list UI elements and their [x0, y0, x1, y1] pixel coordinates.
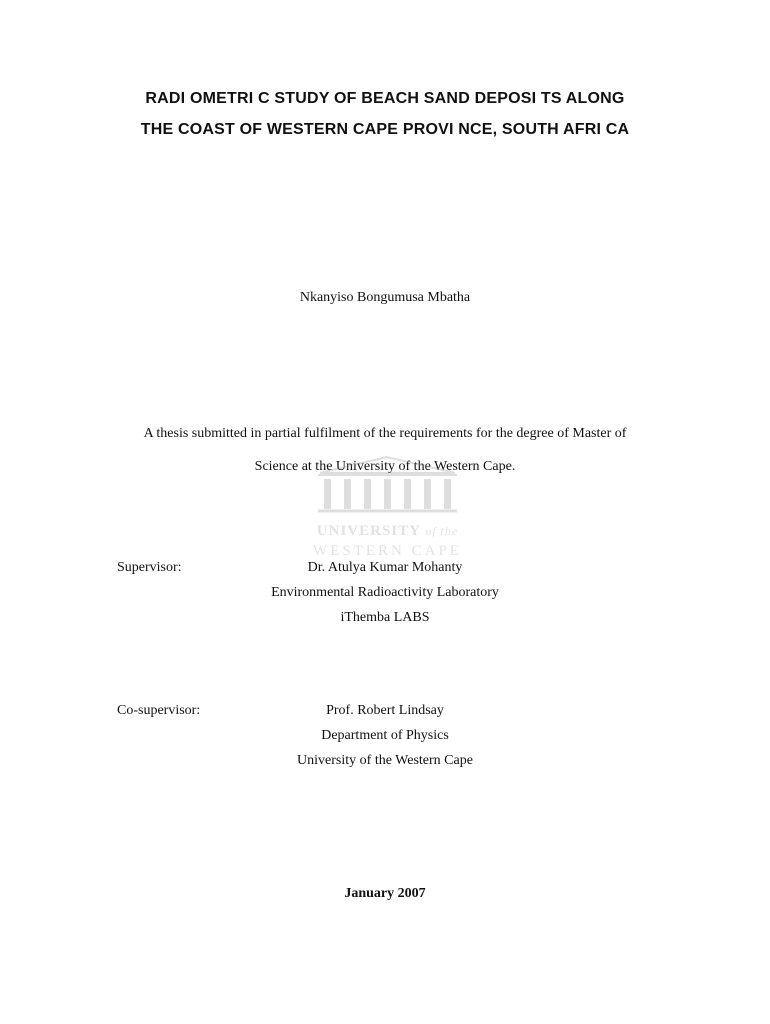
university-watermark	[300, 455, 475, 565]
thesis-statement-line-1: A thesis submitted in partial fulfilment of the requirements for the degree of Master of	[143, 426, 627, 441]
supervisor-name: Dr. Atulya Kumar Mohanty	[307, 560, 463, 575]
cosupervisor-name: Prof. Robert Lindsay	[326, 703, 444, 718]
cosupervisor-label: Co-supervisor:	[117, 703, 201, 718]
supervisor-department: Environmental Radioactivity Laboratory	[271, 585, 499, 600]
university-building-icon	[300, 455, 475, 517]
thesis-title-line-2: THE COAST OF WESTERN CAPE PROVI NCE, SOUTH AFRI CA	[140, 121, 630, 138]
supervisor-organization: iThemba LABS	[340, 610, 430, 625]
submission-date: January 2007	[344, 886, 426, 901]
thesis-title-line-1: RADI OMETRI C STUDY OF BEACH SAND DEPOSI TS ALONG	[145, 90, 625, 107]
supervisor-label: Supervisor:	[117, 560, 182, 575]
thesis-statement-line-2: Science at the University of the Western Cape.	[254, 459, 516, 474]
watermark-of-the: of the	[425, 524, 459, 538]
cosupervisor-organization: University of the Western Cape	[297, 753, 473, 768]
cosupervisor-department: Department of Physics	[321, 728, 449, 743]
author-name: Nkanyiso Bongumusa Mbatha	[299, 290, 471, 305]
watermark-university: UNIVERSITY	[316, 523, 421, 539]
watermark-western-cape: WESTERN CAPE	[313, 543, 462, 559]
